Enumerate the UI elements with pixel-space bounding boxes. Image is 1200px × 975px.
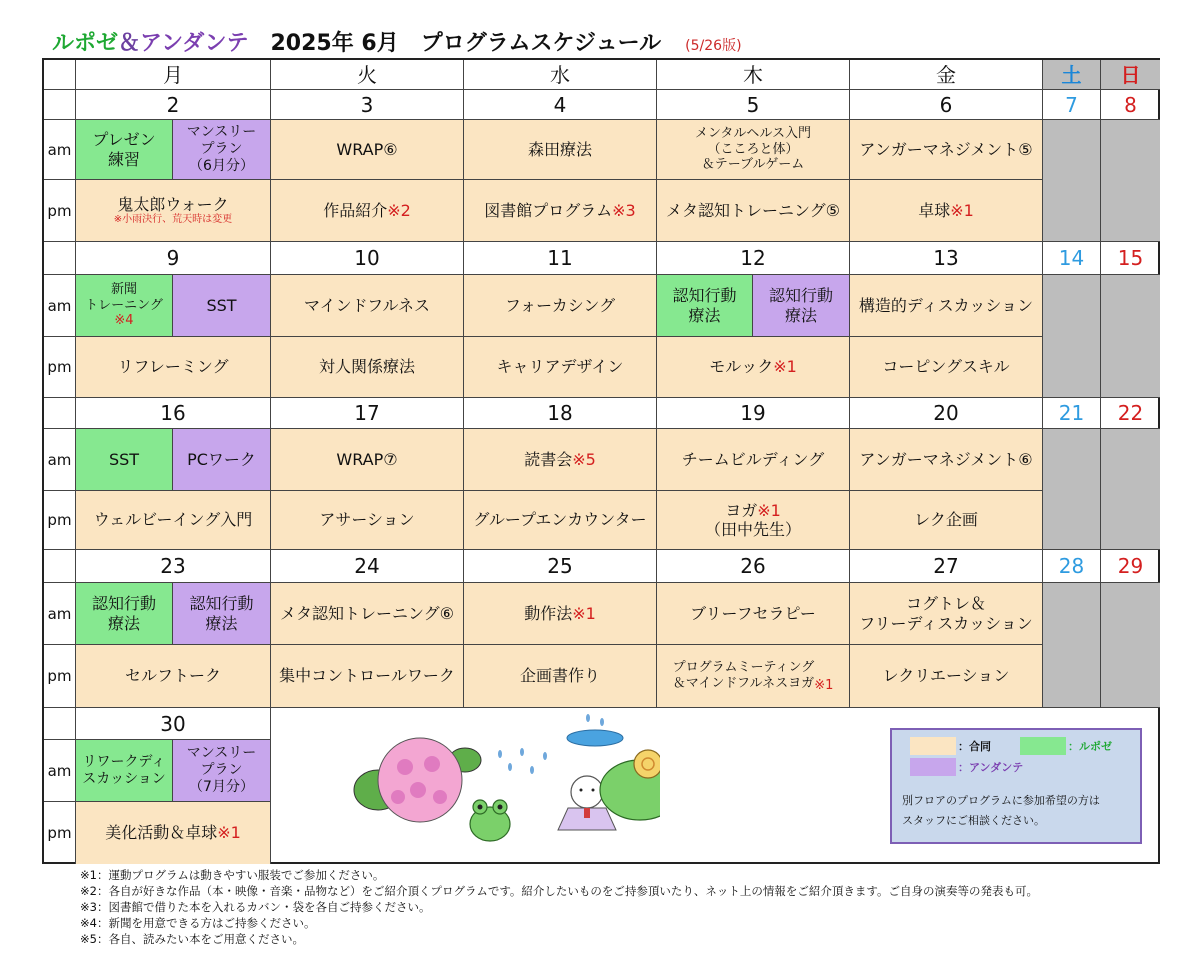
title-amp: ＆ (118, 31, 141, 56)
date-cell: 4 (464, 90, 657, 120)
program-cell (657, 491, 850, 550)
footnote-5: ※5：各自、読みたい本をご用意ください。 (80, 932, 304, 946)
program-cell: 企画書作り (464, 645, 657, 708)
weekend-off-sun (1101, 583, 1160, 708)
program-sub: （田中先生） (704, 520, 801, 539)
date-blank (44, 90, 76, 120)
program-cell (76, 802, 271, 864)
header-sun: 日 (1101, 60, 1160, 90)
am-label: am (44, 275, 76, 337)
program-cell: ウェルビーイング入門 (76, 491, 271, 550)
date-cell-sun: 29 (1101, 550, 1160, 583)
date-cell: 10 (271, 242, 464, 275)
legend-swatch-andante (910, 758, 956, 776)
program-cell: PCワーク (173, 429, 271, 491)
footnote-1: ※1：運動プログラムは動きやすい服装でご参加ください。 (80, 868, 385, 882)
program-cell: リワークディ スカッション (76, 740, 173, 802)
header-corner (44, 60, 76, 90)
header-thu: 木 (657, 60, 850, 90)
program-cell (464, 429, 657, 491)
legend-note-1: 別フロアのプログラムに参加希望の方は (902, 794, 1100, 807)
program-mark: ※2 (387, 200, 411, 220)
page-title (52, 26, 742, 56)
date-cell: 9 (76, 242, 271, 275)
program-cell: 構造的ディスカッション (850, 275, 1043, 337)
legend-box (890, 728, 1142, 844)
date-cell: 3 (271, 90, 464, 120)
header-mon: 月 (76, 60, 271, 90)
program-cell: マンスリー プラン （6月分） (173, 120, 271, 180)
program-cell: 森田療法 (464, 120, 657, 180)
am-label: am (44, 740, 76, 802)
program-name: 卓球 (918, 200, 951, 220)
program-name: 作品紹介 (323, 200, 388, 220)
date-cell-sat: 14 (1043, 242, 1101, 275)
legend-joint-label: ：合同 (958, 740, 991, 753)
date-cell: 11 (464, 242, 657, 275)
legend-andante-label: ：アンダンテ (958, 761, 1024, 774)
program-mark: ※5 (572, 449, 596, 469)
puddle-illustration (567, 730, 623, 746)
date-cell: 25 (464, 550, 657, 583)
weekend-off-sat (1043, 120, 1101, 242)
weekend-off-sun (1101, 275, 1160, 398)
date-cell: 2 (76, 90, 271, 120)
program-cell: 認知行動 療法 (173, 583, 271, 645)
program-cell (76, 275, 173, 337)
program-name: ヨガ (725, 500, 758, 520)
date-cell: 23 (76, 550, 271, 583)
program-cell (464, 583, 657, 645)
program-name: 読書会 (524, 449, 573, 469)
header-fri: 金 (850, 60, 1043, 90)
program-cell: SST (173, 275, 271, 337)
program-cell: アサーション (271, 491, 464, 550)
rainy-season-illustration (340, 712, 660, 862)
date-cell-sun: 15 (1101, 242, 1160, 275)
program-cell: メンタルヘルス入門 （こころと体） ＆テーブルゲーム (657, 120, 850, 180)
legend-lupose-label: ：ルポゼ (1068, 740, 1112, 753)
date-cell: 16 (76, 398, 271, 429)
footnote-2: ※2：各自が好きな作品（本・映像・音楽・品物など）をご紹介頂くプログラムです。紹介したいものをご持参頂いたり、ネット上の情報をご紹介頂きます。ご自身の演奏等の発表も可。 (80, 884, 1038, 898)
program-cell: キャリアデザイン (464, 337, 657, 398)
program-name: 鬼太郎ウォーク (117, 194, 229, 214)
legend-note-2: スタッフにご相談ください。 (902, 814, 1045, 827)
am-label: am (44, 429, 76, 491)
snail-on-leaf-illustration (600, 750, 660, 820)
program-cell: プレゼン 練習 (76, 120, 173, 180)
program-mark: ※4 (114, 313, 134, 329)
program-cell: レクリエーション (850, 645, 1043, 708)
program-cell: フォーカシング (464, 275, 657, 337)
program-cell: メタ認知トレーニング⑤ (657, 180, 850, 242)
header-tue: 火 (271, 60, 464, 90)
date-cell: 6 (850, 90, 1043, 120)
date-blank (44, 398, 76, 429)
date-cell-sat: 7 (1043, 90, 1101, 120)
legend-swatch-joint (910, 737, 956, 755)
footnote-4: ※4：新聞を用意できる方はご持参ください。 (80, 916, 316, 930)
date-cell: 12 (657, 242, 850, 275)
date-cell: 20 (850, 398, 1043, 429)
program-cell: アンガーマネジメント⑤ (850, 120, 1043, 180)
am-label: am (44, 120, 76, 180)
pm-label: pm (44, 645, 76, 708)
program-cell: 認知行動 療法 (753, 275, 850, 337)
date-blank (44, 708, 76, 740)
program-cell: コグトレ＆ フリーディスカッション (850, 583, 1043, 645)
header-wed: 水 (464, 60, 657, 90)
date-blank (44, 550, 76, 583)
program-name: プログラムミーティング ＆マインドフルネスヨガ (672, 660, 815, 691)
program-cell: SST (76, 429, 173, 491)
program-cell: 認知行動 療法 (657, 275, 753, 337)
program-cell (464, 180, 657, 242)
date-cell-sun: 22 (1101, 398, 1160, 429)
program-name: 動作法 (524, 603, 573, 623)
program-cell: グループエンカウンター (464, 491, 657, 550)
date-cell: 30 (76, 708, 271, 740)
date-cell: 17 (271, 398, 464, 429)
program-name: 新聞 トレーニング (85, 282, 163, 313)
program-cell: WRAP⑥ (271, 120, 464, 180)
date-cell: 13 (850, 242, 1043, 275)
program-cell (76, 180, 271, 242)
header-sat: 土 (1043, 60, 1101, 90)
program-cell: メタ認知トレーニング⑥ (271, 583, 464, 645)
program-note: ※小雨決行、荒天時は変更 (113, 214, 233, 226)
title-version: (5/26版) (685, 38, 742, 54)
date-blank (44, 242, 76, 275)
program-cell: セルフトーク (76, 645, 271, 708)
date-cell-sun: 8 (1101, 90, 1160, 120)
date-cell: 27 (850, 550, 1043, 583)
weekend-off-sun (1101, 120, 1160, 242)
program-cell (271, 180, 464, 242)
weekend-off-sat (1043, 429, 1101, 550)
program-mark: ※1 (950, 200, 974, 220)
program-cell: マインドフルネス (271, 275, 464, 337)
program-mark: ※1 (217, 823, 241, 843)
date-cell: 26 (657, 550, 850, 583)
program-cell: 集中コントロールワーク (271, 645, 464, 708)
pm-label: pm (44, 180, 76, 242)
program-cell: ブリーフセラピー (657, 583, 850, 645)
program-mark: ※1 (757, 500, 781, 520)
program-name: 図書館プログラム (484, 200, 613, 220)
weekend-off-sat (1043, 583, 1101, 708)
title-lupose: ルポゼ (52, 31, 119, 56)
legend-swatch-lupose (1020, 737, 1066, 755)
program-cell: チームビルディング (657, 429, 850, 491)
frog-illustration (470, 800, 510, 841)
program-cell (657, 645, 850, 708)
date-cell-sat: 21 (1043, 398, 1101, 429)
program-cell: マンスリー プラン （7月分） (173, 740, 271, 802)
am-label: am (44, 583, 76, 645)
program-cell: リフレーミング (76, 337, 271, 398)
program-cell (657, 337, 850, 398)
program-cell: レク企画 (850, 491, 1043, 550)
program-cell: 対人関係療法 (271, 337, 464, 398)
weekend-off-sun (1101, 429, 1160, 550)
program-cell: アンガーマネジメント⑥ (850, 429, 1043, 491)
pm-label: pm (44, 337, 76, 398)
program-mark: ※3 (612, 200, 636, 220)
program-name: モルック (709, 357, 774, 377)
weekend-off-sat (1043, 275, 1101, 398)
program-cell: コーピングスキル (850, 337, 1043, 398)
program-mark: ※1 (814, 678, 834, 694)
date-cell: 19 (657, 398, 850, 429)
pm-label: pm (44, 491, 76, 550)
program-cell: 認知行動 療法 (76, 583, 173, 645)
pm-label: pm (44, 802, 76, 864)
hydrangea-illustration (354, 738, 481, 822)
program-mark: ※1 (572, 603, 596, 623)
footnotes (80, 867, 1038, 947)
date-cell: 24 (271, 550, 464, 583)
title-name: プログラムスケジュール (420, 31, 662, 56)
program-mark: ※1 (773, 357, 797, 377)
date-cell: 18 (464, 398, 657, 429)
title-andante: アンダンテ (140, 31, 249, 56)
program-cell (850, 180, 1043, 242)
date-cell: 5 (657, 90, 850, 120)
footnote-3: ※3：図書館で借りた本を入れるカバン・袋を各自ご持参ください。 (80, 900, 431, 914)
program-name: 美化活動＆卓球 (105, 823, 218, 843)
title-date: 2025年 6月 (270, 31, 399, 56)
program-cell: WRAP⑦ (271, 429, 464, 491)
date-cell-sat: 28 (1043, 550, 1101, 583)
